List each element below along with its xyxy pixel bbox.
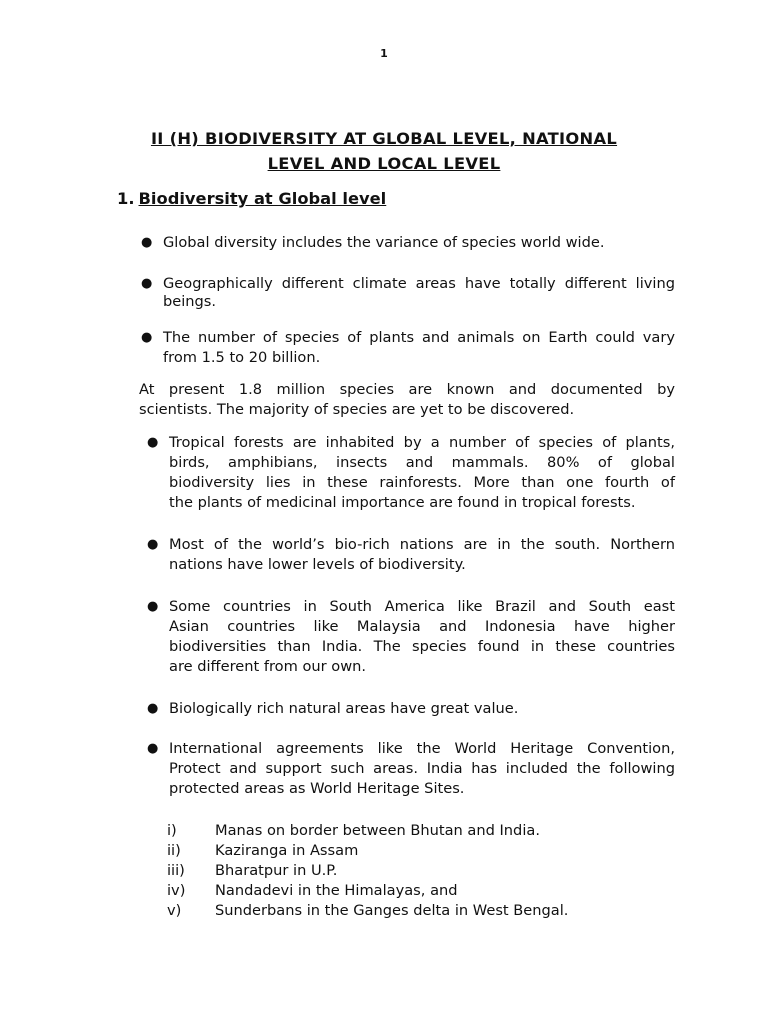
list-item: [147, 433, 675, 513]
section-number: 1.: [117, 189, 135, 208]
heritage-site-number: ii): [167, 842, 181, 859]
heritage-site-number: i): [167, 822, 177, 839]
paragraph-line: At present 1.8 million species are known and documented by: [139, 381, 675, 398]
list-item-line: Most of the world’s bio-rich nations are in the south. Northern: [169, 536, 675, 553]
list-item-line: Global diversity includes the variance of species world wide.: [163, 234, 605, 251]
bullet-icon: ●: [141, 235, 153, 250]
list-item-line: from 1.5 to 20 billion.: [163, 349, 321, 366]
title-line-2: LEVEL AND LOCAL LEVEL: [267, 154, 501, 173]
list-item-line: International agreements like the World Heritage Convention,: [169, 740, 675, 757]
bullet-icon: ●: [147, 741, 159, 756]
bullet-icon: ●: [147, 701, 159, 716]
list-item-line: birds, amphibians, insects and mammals. 80% of global: [169, 454, 675, 471]
list-item-line: beings.: [163, 293, 217, 310]
list-item-line: nations have lower levels of biodiversity.: [169, 556, 466, 573]
heritage-site-text: Manas on border between Bhutan and India.: [215, 822, 540, 839]
bullet-icon: ●: [147, 537, 159, 552]
bullet-icon: ●: [147, 599, 159, 614]
bullet-icon: ●: [141, 276, 153, 291]
bullet-icon: ●: [141, 330, 153, 345]
document-title: [0, 126, 768, 176]
list-item-line: biodiversities than India. The species found in these countries: [169, 638, 675, 655]
list-item: [141, 233, 675, 253]
section-heading: [117, 187, 386, 211]
bullet-icon: ●: [147, 435, 159, 450]
list-item: [147, 597, 675, 677]
list-item-line: The number of species of plants and animals on Earth could vary: [163, 329, 675, 346]
list-item-line: Some countries in South America like Brazil and South east: [169, 598, 675, 615]
title-line-1: II (H) BIODIVERSITY AT GLOBAL LEVEL, NATIONAL: [150, 129, 618, 148]
list-item: [147, 535, 675, 575]
heritage-site-number: iv): [167, 882, 186, 899]
list-item-line: Protect and support such areas. India has included the following: [169, 760, 675, 777]
list-item-line: biodiversity lies in these rainforests. More than one fourth of: [169, 474, 675, 491]
list-item-line: protected areas as World Heritage Sites.: [169, 780, 465, 797]
heritage-site-number: v): [167, 902, 182, 919]
list-item-line: Biologically rich natural areas have great value.: [169, 700, 519, 717]
section-heading-text: Biodiversity at Global level: [138, 189, 387, 208]
list-item: [141, 274, 675, 312]
body-paragraph: [139, 380, 675, 420]
heritage-site-text: Sunderbans in the Ganges delta in West Bengal.: [215, 902, 569, 919]
list-item-line: the plants of medicinal importance are found in tropical forests.: [169, 494, 636, 511]
list-item: [147, 699, 675, 719]
list-item: [147, 739, 675, 799]
list-item: [141, 328, 675, 368]
heritage-site-text: Kaziranga in Assam: [215, 842, 359, 859]
list-item-line: Geographically different climate areas have totally different living: [163, 275, 675, 292]
heritage-site-number: iii): [167, 862, 185, 879]
list-item-line: Asian countries like Malaysia and Indonesia have higher: [169, 618, 675, 635]
paragraph-line: scientists. The majority of species are yet to be discovered.: [139, 401, 575, 418]
list-item-line: Tropical forests are inhabited by a number of species of plants,: [169, 434, 675, 451]
heritage-site-text: Nandadevi in the Himalayas, and: [215, 882, 458, 899]
list-item-line: are different from our own.: [169, 658, 367, 675]
heritage-site-text: Bharatpur in U.P.: [215, 862, 338, 879]
page-number: 1: [380, 47, 388, 60]
